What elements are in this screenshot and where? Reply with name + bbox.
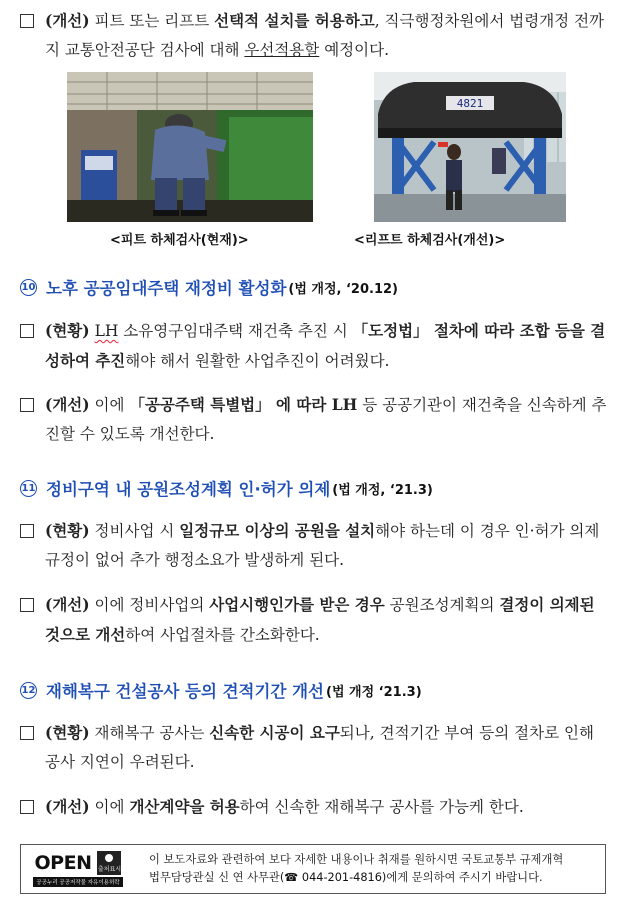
checkbox-square bbox=[20, 524, 34, 538]
improvement-text: (개선) 이에 「공공주택 특별법」 에 따라 LH 등 공공기관이 재건축을 신속하게 추진할 수 있도록 개선한다. bbox=[45, 395, 607, 443]
phone-icon: ☎ bbox=[284, 871, 299, 884]
section-sub: (법 개정, ‘21.3) bbox=[332, 482, 433, 498]
lift-inspection-photo bbox=[374, 72, 566, 222]
section-10-status-item bbox=[20, 316, 610, 376]
section-12-heading bbox=[20, 678, 422, 702]
section-title: 정비구역 내 공원조성계획 인·허가 의제 bbox=[46, 480, 331, 499]
open-logo-sub: 공공누리 공공저작물 자유이용허락 bbox=[33, 877, 122, 887]
person-icon bbox=[105, 854, 113, 862]
open-logo-text: OPEN bbox=[34, 852, 92, 874]
status-text: (현황) 재해복구 공사는 신속한 시공이 요구되나, 견적기간 부여 등의 절차로 인해 공사 지연이 우려된다. bbox=[45, 723, 594, 771]
checkbox-square bbox=[20, 598, 34, 612]
section-number-badge: 11 bbox=[20, 480, 37, 497]
checkbox-square bbox=[20, 726, 34, 740]
contact-footer bbox=[20, 844, 606, 894]
section-number-badge: 10 bbox=[20, 279, 37, 296]
checkbox-square bbox=[20, 398, 34, 412]
status-text: (현황) 정비사업 시 일정규모 이상의 공원을 설치해야 하는데 이 경우 인·허가 의제규정이 없어 추가 행정소요가 발생하게 된다. bbox=[45, 521, 600, 569]
checkbox-square bbox=[20, 800, 34, 814]
pit-inspection-photo bbox=[67, 72, 313, 222]
intro-improvement-item bbox=[20, 6, 610, 65]
section-sub: (법 개정, ‘20.12) bbox=[288, 281, 398, 297]
section-10-heading bbox=[20, 275, 398, 299]
footer-contact-text: 이 보도자료와 관련하여 보다 자세한 내용이나 취재를 원하시면 국토교통부 규제개혁 법무담당관실 신 연 사무관(☎ 044-201-4816)에게 문의하여 주시기 바랍니다. bbox=[149, 853, 564, 884]
section-title: 재해복구 건설공사 등의 견적기간 개선 bbox=[46, 682, 325, 701]
section-10-improvement-item bbox=[20, 390, 610, 449]
license-plate: 4821 bbox=[456, 97, 484, 110]
checkbox-square bbox=[20, 324, 34, 338]
status-text: (현황) LH 소유영구임대주택 재건축 추진 시 「도정법」 절차에 따라 조합 등을 결성하여 추진해야 해서 원활한 사업추진이 어려웠다. bbox=[45, 321, 606, 370]
improvement-text: (개선) 이에 개산계약을 허용하여 신속한 재해복구 공사를 가능케 한다. bbox=[45, 797, 524, 816]
section-11-improvement-item bbox=[20, 590, 610, 650]
lift-inspection-caption: <리프트 하체검사(개선)> bbox=[354, 233, 506, 248]
section-12-status-item bbox=[20, 718, 610, 777]
attribution-badge: 출처표시 bbox=[97, 851, 121, 875]
improvement-text: (개선) 이에 정비사업의 사업시행인가를 받은 경우 공원조성계획의 결정이 의제된 것으로 개선하여 사업절차를 간소화한다. bbox=[45, 595, 595, 644]
section-11-heading bbox=[20, 476, 433, 500]
checkbox-square bbox=[20, 14, 34, 28]
section-sub: (법 개정 ‘21.3) bbox=[326, 684, 422, 700]
pit-inspection-caption: <피트 하체검사(현재)> bbox=[110, 233, 249, 248]
section-12-improvement-item bbox=[20, 792, 610, 822]
section-number-badge: 12 bbox=[20, 682, 37, 699]
section-11-status-item bbox=[20, 516, 610, 575]
kogl-open-logo bbox=[23, 846, 133, 892]
intro-improvement-text: (개선) 피트 또는 리프트 선택적 설치를 허용하고, 직극행정차원에서 법령개정 전까지 교통안전공단 검사에 대해 우선적용할 예정이다. bbox=[45, 11, 605, 59]
section-title: 노후 공공임대주택 재정비 활성화 bbox=[46, 279, 287, 298]
